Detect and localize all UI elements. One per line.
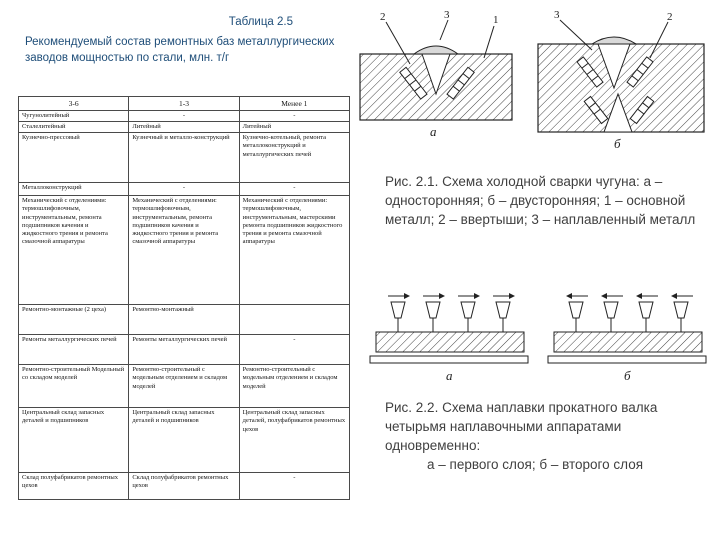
table-cell: - bbox=[129, 183, 239, 196]
table-row bbox=[19, 183, 350, 196]
callout-2: 2 bbox=[667, 11, 673, 23]
table-row bbox=[19, 305, 350, 335]
weld-bead-shape bbox=[592, 37, 636, 44]
fig2-left-section bbox=[370, 293, 528, 383]
table-row bbox=[19, 335, 350, 365]
table-cell: Ремонтно-монтажные (2 цеха) bbox=[19, 305, 129, 335]
table-cell: - bbox=[129, 111, 239, 122]
fig1-left-section bbox=[360, 9, 512, 139]
table-cell: - bbox=[239, 111, 349, 122]
table-cell: Центральный склад запасных деталей и подшипников bbox=[129, 408, 239, 473]
fig2-right-section bbox=[548, 293, 706, 383]
fig-2-2-caption-main: Рис. 2.2. Схема наплавки прокатного валка четырьмя наплавочными аппаратами одновременно: bbox=[385, 400, 658, 454]
table-row bbox=[19, 473, 350, 500]
table-row bbox=[19, 133, 350, 183]
weld-bead-shape bbox=[414, 46, 458, 54]
column-header-less-1: Менее 1 bbox=[239, 97, 349, 111]
table-cell: Кузнечно-прессовый bbox=[19, 133, 129, 183]
callout-2: 2 bbox=[380, 11, 386, 23]
welding-head-icon bbox=[458, 293, 480, 332]
table-row bbox=[19, 111, 350, 122]
fig1-sublabel-b: б bbox=[614, 136, 621, 151]
table-cell: - bbox=[239, 335, 349, 365]
callout-leader-line bbox=[440, 20, 448, 40]
fig1-right-section bbox=[538, 9, 704, 151]
table-cell: Ремонтно-строительный с модельным отделением и складом моделей bbox=[129, 365, 239, 408]
table-cell bbox=[239, 305, 349, 335]
repair-bases-table bbox=[18, 96, 350, 500]
table-row bbox=[19, 196, 350, 305]
table-row bbox=[19, 122, 350, 133]
fig2-sublabel-b: б bbox=[624, 368, 631, 383]
roll-body-shape bbox=[376, 332, 524, 352]
fig2-sublabel-a: а bbox=[446, 368, 453, 383]
table-cell: Центральный склад запасных деталей, полуфабрикатов ремонтных цехов bbox=[239, 408, 349, 473]
table-cell: Центральный склад запасных деталей и подшипников bbox=[19, 408, 129, 473]
table-cell: Ремонтно-монтажный bbox=[129, 305, 239, 335]
table-cell: Ремонтно-строительный Модельный со складом моделей bbox=[19, 365, 129, 408]
table-cell: Ремонты металлургических печей bbox=[129, 335, 239, 365]
fig-2-2-caption bbox=[385, 398, 707, 475]
table-cell: Кузнечный и металло-конструкций bbox=[129, 133, 239, 183]
table-cell: Склад полуфабрикатов ремонтных цехов bbox=[19, 473, 129, 500]
table-cell: Кузнечно-котельный, ремонта металлоконструкций и металлургических печей bbox=[239, 133, 349, 183]
column-header-1-3: 1-3 bbox=[129, 97, 239, 111]
table-number-label: Таблица 2.5 bbox=[228, 16, 293, 28]
welding-head-icon bbox=[671, 293, 693, 332]
welding-head-icon bbox=[636, 293, 658, 332]
table-cell: Ремонтно-строительный с модельным отделением и складом моделей bbox=[239, 365, 349, 408]
table-cell: - bbox=[239, 183, 349, 196]
table-header-row bbox=[19, 97, 350, 111]
callout-1: 1 bbox=[493, 14, 499, 26]
welding-head-icon bbox=[423, 293, 445, 332]
base-plate-shape bbox=[370, 356, 528, 363]
callout-leader-line bbox=[484, 26, 494, 58]
welding-head-icon bbox=[566, 293, 588, 332]
table-cell: Чугунолитейный bbox=[19, 111, 129, 122]
page-title: Рекомендуемый состав ремонтных баз металлургических заводов мощностью по стали, млн. т/г bbox=[25, 36, 335, 65]
fig-2-1-diagram bbox=[352, 6, 718, 170]
fig-2-2-caption-sub: а – первого слоя; б – второго слоя bbox=[427, 457, 644, 473]
callout-3: 3 bbox=[444, 9, 450, 21]
callout-3: 3 bbox=[554, 9, 560, 21]
table-cell: Литейный bbox=[129, 122, 239, 133]
table-cell: Склад полуфабрикатов ремонтных цехов bbox=[129, 473, 239, 500]
table-row bbox=[19, 408, 350, 473]
fig-2-1-caption: Рис. 2.1. Схема холодной сварки чугуна: а – односторонняя; б – двусторонняя; 1 – основной металл; 2 – ввертыши; 3 – наплавленный металл bbox=[385, 174, 696, 228]
roll-body-shape bbox=[554, 332, 702, 352]
welding-head-icon bbox=[388, 293, 410, 332]
welding-head-icon bbox=[601, 293, 623, 332]
table-cell: Механический с отделениями: термошлифовочным, инструментальным, мастерскими ремонта подшипников жидкостного трения и ремонта смазочной аппаратуры bbox=[239, 196, 349, 305]
table-cell: Сталелитейный bbox=[19, 122, 129, 133]
fig1-sublabel-a: а bbox=[430, 124, 437, 139]
table-cell: Механический с отделениями: термошлифовочным, инструментальным, ремонта подшипников качения и жидкостного трения и ремонта смазочной аппаратуры bbox=[19, 196, 129, 305]
table-cell: - bbox=[239, 473, 349, 500]
base-plate-shape bbox=[548, 356, 706, 363]
table-cell: Металлоконструкций bbox=[19, 183, 129, 196]
fig-2-2-diagram bbox=[368, 276, 708, 394]
table-cell: Литейный bbox=[239, 122, 349, 133]
table-cell: Ремонты металлургических печей bbox=[19, 335, 129, 365]
table-cell: Механический с отделениями: термошлифовочным, инструментальным, ремонта подшипников качения и жидкостного трения и ремонта смазочной аппаратуры bbox=[129, 196, 239, 305]
welding-head-icon bbox=[493, 293, 515, 332]
table-row bbox=[19, 365, 350, 408]
column-header-3-6: 3-6 bbox=[19, 97, 129, 111]
